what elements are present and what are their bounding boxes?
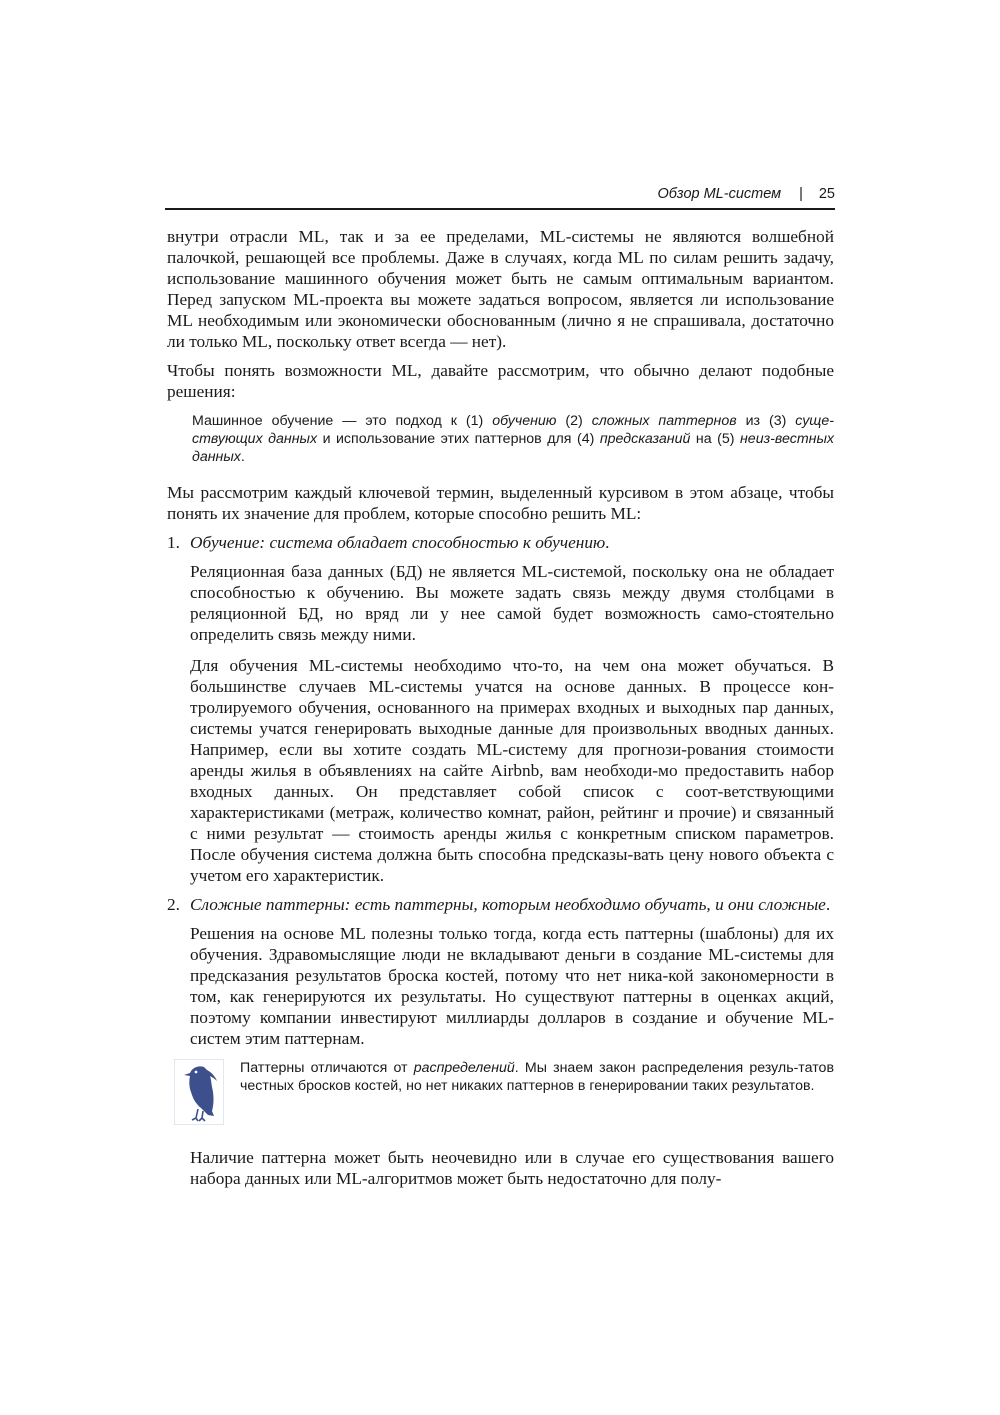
- header-separator: |: [799, 186, 803, 202]
- definition-quote: [192, 412, 834, 466]
- page-number: 25: [818, 186, 835, 202]
- bird-icon: [174, 1059, 224, 1125]
- quote-text: из (3): [736, 413, 796, 429]
- quote-term-unseen-data: неиз-вестных данных: [192, 431, 834, 465]
- quote-term-predictions: предсказаний: [599, 431, 691, 447]
- list-item-number: 2.: [167, 895, 180, 914]
- list-item-1-heading: [167, 532, 834, 553]
- note-text: Паттерны отличаются от распределений. Мы знаем закон распределения резуль-татов честных бросков костей, но нет никаких паттернов в генерировании таких результатов.: [240, 1060, 834, 1094]
- list-item-title: Обучение: система обладает способностью к обучению.: [190, 533, 610, 552]
- quote-text: и использование этих паттернов для (4): [317, 431, 600, 447]
- running-header: [165, 186, 835, 210]
- paragraph-last: Наличие паттерна может быть неочевидно или в случае его существования вашего набора данных или ML-алгоритмов может быть недостаточно для полу-: [190, 1148, 834, 1188]
- paragraph-continuation: внутри отрасли ML, так и за ее пределами, ML-системы не являются волшебной палочкой, решающей все проблемы. Даже в случаях, когда ML по силам решить задачу, использование машинного обучения может быть не самым оптимальным вариантом. Перед запуском ML-проекта вы можете задаться вопросом, является ли использование ML необходимым или экономически обоснованным (лично я не спрашивала, достаточно ли только ML, поскольку ответ всегда — нет).: [167, 227, 834, 351]
- quote-text: (2): [556, 413, 592, 429]
- note-box: [174, 1059, 834, 1125]
- paragraph-understand: Чтобы понять возможности ML, давайте рассмотрим, что обычно делают подобные решения:: [167, 361, 834, 401]
- note-term-distributions: распределений: [413, 1060, 515, 1076]
- quote-text: Машинное обучение — это подход к (1): [192, 413, 493, 429]
- quote-term-learning: обучению: [492, 413, 557, 429]
- quote-term-existing-data: суще-ствующих данных: [192, 413, 834, 447]
- quote-text: на (5): [690, 431, 740, 447]
- item-2-paragraph-1: Решения на основе ML полезны только тогда, когда есть паттерны (шаблоны) для их обучения. Здравомыслящие люди не вкладывают деньги в создание ML-системы для предсказания результатов броска костей, потому что нет ника-кой закономерности в том, как генерируются их результаты. Но существуют паттерны в оценках акций, поэтому компании инвестируют миллиарды долларов в создание и обучение ML-систем этим паттернам.: [190, 924, 834, 1048]
- item-1-paragraph-1: Реляционная база данных (БД) не является ML-системой, поскольку она не обладает способностью к обучению. Вы можете задать связь между двумя столбцами в реляционной БД, но вряд ли у нее самой будет возможность само-стоятельно определить связь между ними.: [190, 562, 834, 644]
- item-1-paragraph-2: Для обучения ML-системы необходимо что-то, на чем она может обучаться. В большинстве случаев ML-системы учатся на основе данных. В процессе кон-тролируемого обучения, основанного на примерах входных и выходных пар данных, системы учатся генерировать выходные данные для произвольных вводных данных. Например, если вы хотите создать ML-систему для прогнози-рования стоимости аренды жилья в объявлениях на сайте Airbnb, вам необходи-мо предоставить набор входных данных. Он представляет собой список с соот-ветствующими характеристиками (метраж, количество комнат, район, рейтинг и прочие) и связанный с ними результат — стоимость аренды жилья с конкретным списком параметров. После обучения система должна быть способна предсказы-вать цену нового объекта с учетом его характеристик.: [190, 656, 834, 885]
- list-item-number: 1.: [167, 533, 180, 552]
- quote-term-complex-patterns: сложных паттернов: [591, 413, 737, 429]
- list-item-title: Сложные паттерны: есть паттерны, которым необходимо обучать, и они сложные.: [190, 895, 831, 914]
- list-item-2-heading: [167, 894, 834, 915]
- header-section-title: Обзор ML-систем: [657, 186, 782, 202]
- paragraph-consider: Мы рассмотрим каждый ключевой термин, выделенный курсивом в этом абзаце, чтобы понять их значение для проблем, которые способно решить ML:: [167, 483, 834, 523]
- quote-text: .: [240, 449, 245, 465]
- page-content: [167, 226, 834, 1189]
